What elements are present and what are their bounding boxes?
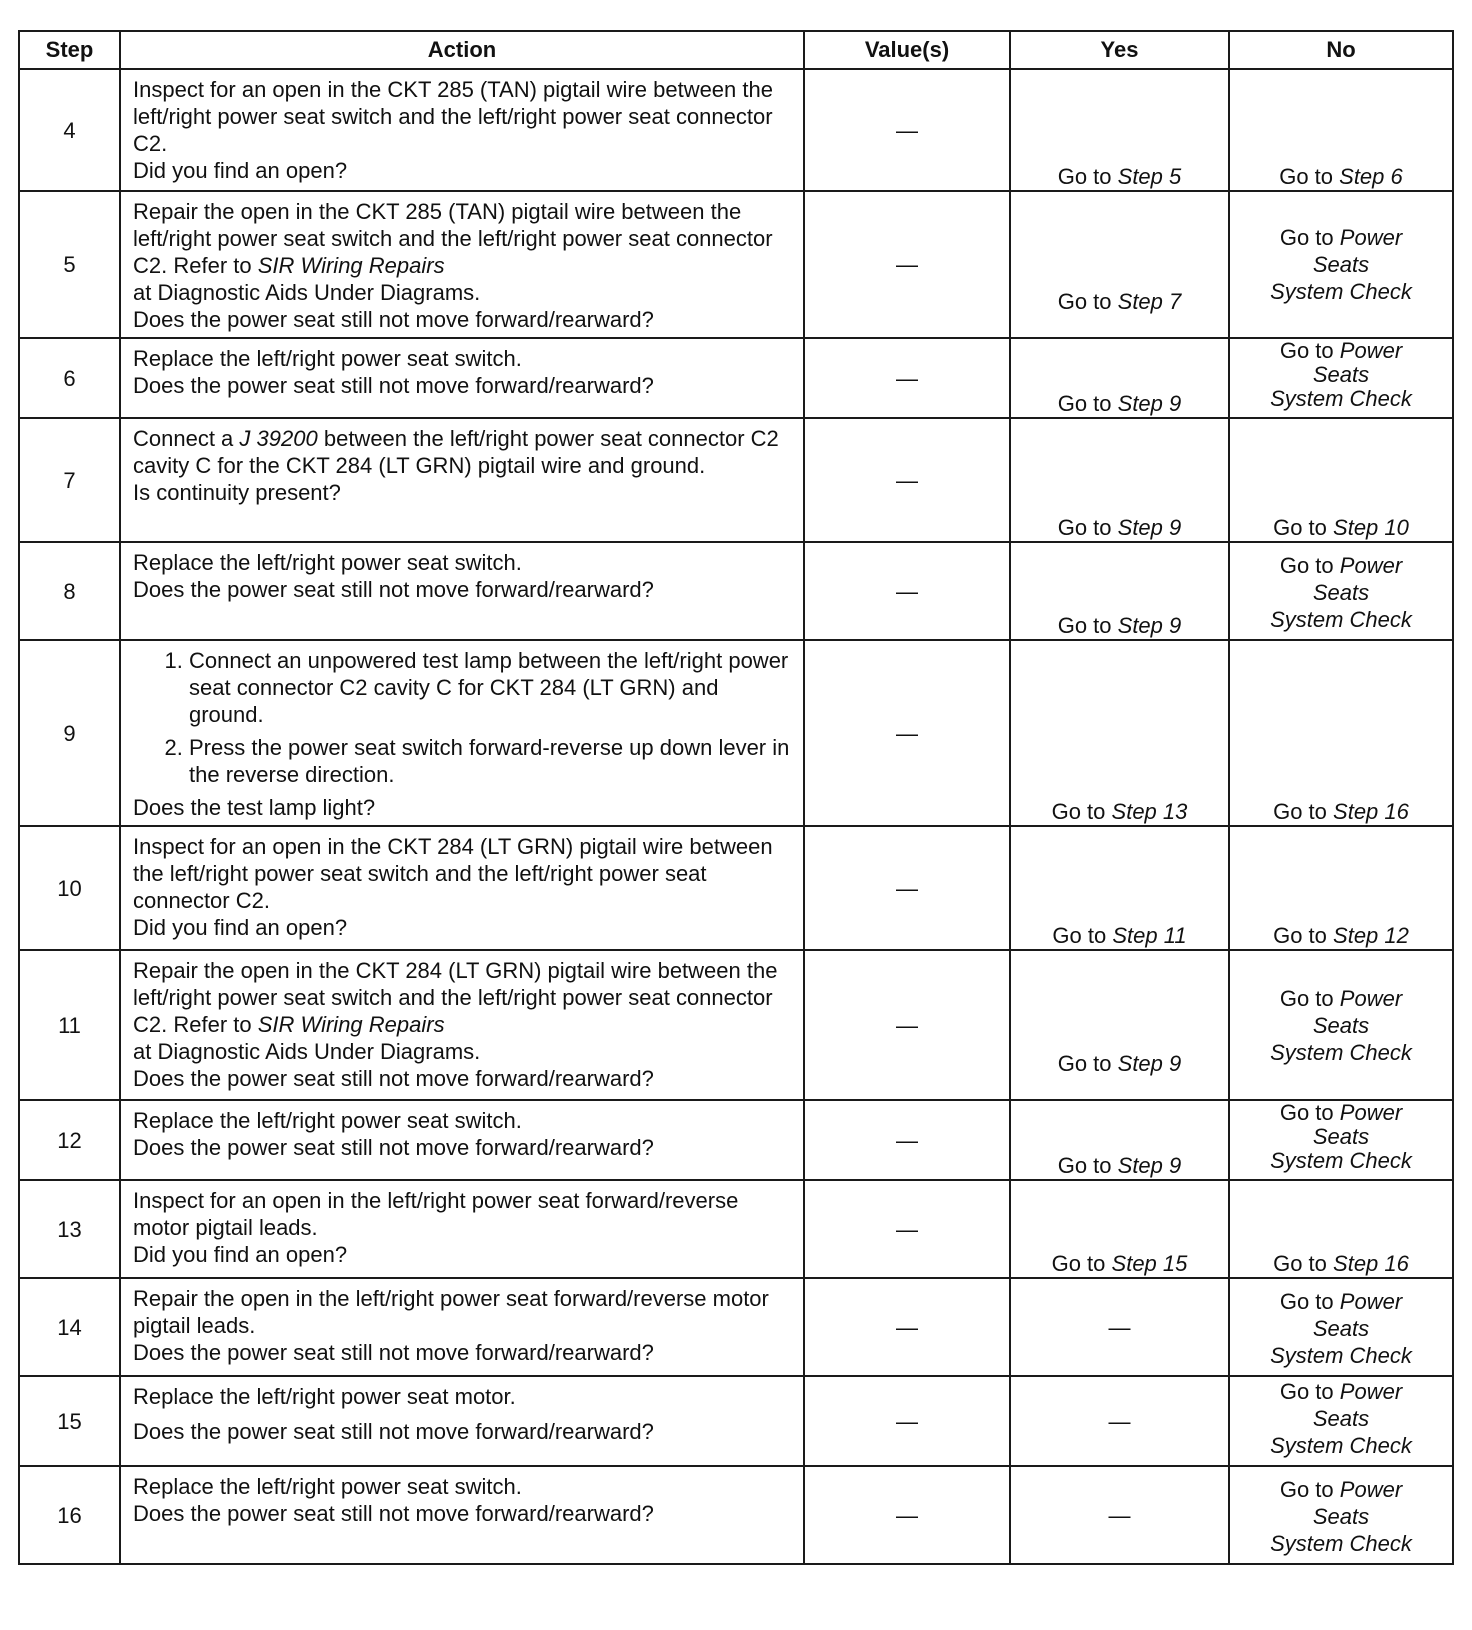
table-row: [19, 1180, 1453, 1278]
step-number: 14: [19, 1278, 120, 1376]
step-number: 4: [19, 69, 120, 191]
header-values: Value(s): [804, 31, 1010, 69]
action-text: Inspect for an open in the CKT 284 (LT GRN) pigtail wire between the left/right power seat switch and the left/right power seat connector C2.: [133, 834, 773, 913]
table-row: [19, 69, 1453, 191]
header-row: [19, 31, 1453, 69]
yes-cell: Go to Step 9: [1010, 1100, 1229, 1180]
table-row: [19, 338, 1453, 418]
yes-cell: —: [1010, 1466, 1229, 1564]
action-question: Does the power seat still not move forward/rearward?: [133, 307, 654, 332]
action-text: Replace the left/right power seat switch.: [133, 1108, 522, 1133]
action-question: Does the power seat still not move forward/rearward?: [133, 1135, 654, 1160]
header-action: Action: [120, 31, 804, 69]
tool-name: J 39200: [239, 426, 318, 451]
no-cell: Go to Step 6: [1229, 69, 1453, 191]
table-row: [19, 640, 1453, 826]
value-cell: —: [804, 418, 1010, 542]
step-number: 9: [19, 640, 120, 826]
step-number: 8: [19, 542, 120, 640]
action-text: Inspect for an open in the left/right power seat forward/reverse motor pigtail leads.: [133, 1188, 739, 1240]
action-question: Did you find an open?: [133, 915, 348, 940]
yes-cell: —: [1010, 1278, 1229, 1376]
step-number: 6: [19, 338, 120, 418]
action-question: Did you find an open?: [133, 158, 348, 183]
no-cell: Go to Power Seats System Check: [1229, 950, 1453, 1100]
table-row: [19, 1100, 1453, 1180]
yes-cell: Go to Step 11: [1010, 826, 1229, 950]
value-cell: —: [804, 338, 1010, 418]
step-number: 5: [19, 191, 120, 338]
no-cell: Go to Step 16: [1229, 1180, 1453, 1278]
step-number: 10: [19, 826, 120, 950]
action-question: Does the power seat still not move forward/rearward?: [133, 577, 654, 602]
action-steps: [133, 647, 793, 794]
yes-cell: Go to Step 9: [1010, 542, 1229, 640]
yes-cell: Go to Step 15: [1010, 1180, 1229, 1278]
action-text: Replace the left/right power seat motor.: [133, 1384, 516, 1409]
table-row: [19, 191, 1453, 338]
value-cell: —: [804, 1278, 1010, 1376]
value-cell: —: [804, 69, 1010, 191]
value-cell: —: [804, 1180, 1010, 1278]
value-cell: —: [804, 1100, 1010, 1180]
no-cell: Go to Power Seats System Check: [1229, 1278, 1453, 1376]
action-question: Does the power seat still not move forward/rearward?: [133, 1066, 654, 1091]
yes-cell: Go to Step 13: [1010, 640, 1229, 826]
action-question: Does the test lamp light?: [133, 795, 376, 820]
value-cell: —: [804, 826, 1010, 950]
action-text: Repair the open in the CKT 284 (LT GRN) pigtail wire between the left/right power seat switch and the left/right power seat connector C2. Refer to SIR Wiring Repairs at Diagnostic Aids Under Diagrams.: [133, 958, 778, 1064]
step-number: 12: [19, 1100, 120, 1180]
value-cell: —: [804, 1466, 1010, 1564]
action-question: Is continuity present?: [133, 480, 341, 505]
step-number: 13: [19, 1180, 120, 1278]
action-text: Replace the left/right power seat switch.: [133, 346, 522, 371]
table-row: [19, 1278, 1453, 1376]
header-yes: Yes: [1010, 31, 1229, 69]
action-text: Replace the left/right power seat switch.: [133, 1474, 522, 1499]
action-question: Does the power seat still not move forward/rearward?: [133, 1501, 654, 1526]
value-cell: —: [804, 542, 1010, 640]
refer-link: SIR Wiring Repairs: [257, 253, 445, 278]
no-cell: Go to Power Seats System Check: [1229, 1466, 1453, 1564]
no-cell: Go to Step 12: [1229, 826, 1453, 950]
refer-link: SIR Wiring Repairs: [257, 1012, 445, 1037]
header-no: No: [1229, 31, 1453, 69]
value-cell: —: [804, 1376, 1010, 1466]
no-cell: Go to Power Seats System Check: [1229, 191, 1453, 338]
value-cell: —: [804, 191, 1010, 338]
action-question: Does the power seat still not move forward/rearward?: [133, 1340, 654, 1365]
no-cell: Go to Power Seats System Check: [1229, 338, 1453, 418]
table-row: [19, 418, 1453, 542]
yes-cell: Go to Step 9: [1010, 418, 1229, 542]
yes-cell: Go to Step 9: [1010, 950, 1229, 1100]
no-cell: Go to Power Seats System Check: [1229, 1376, 1453, 1466]
yes-cell: —: [1010, 1376, 1229, 1466]
step-number: 7: [19, 418, 120, 542]
yes-cell: Go to Step 9: [1010, 338, 1229, 418]
no-cell: Go to Power Seats System Check: [1229, 1100, 1453, 1180]
table-row: [19, 826, 1453, 950]
list-item: 2. Press the power seat switch forward-reverse up down lever in the reverse direction.: [189, 734, 793, 788]
header-step: Step: [19, 31, 120, 69]
diagnostic-table: [18, 30, 1454, 1565]
action-question: Did you find an open?: [133, 1242, 348, 1267]
table-row: [19, 1466, 1453, 1564]
no-cell: Go to Step 16: [1229, 640, 1453, 826]
list-item: 1. Connect an unpowered test lamp between the left/right power seat connector C2 cavity C for CKT 284 (LT GRN) and ground.: [189, 647, 793, 728]
action-text: Inspect for an open in the CKT 285 (TAN) pigtail wire between the left/right power seat switch and the left/right power seat connector C2.: [133, 77, 773, 156]
action-question: Does the power seat still not move forward/rearward?: [133, 373, 654, 398]
yes-cell: Go to Step 7: [1010, 191, 1229, 338]
yes-cell: Go to Step 5: [1010, 69, 1229, 191]
action-question: Does the power seat still not move forward/rearward?: [133, 1419, 654, 1444]
value-cell: —: [804, 640, 1010, 826]
action-text: Replace the left/right power seat switch.: [133, 550, 522, 575]
table-row: [19, 1376, 1453, 1466]
table-row: [19, 950, 1453, 1100]
no-cell: Go to Step 10: [1229, 418, 1453, 542]
value-cell: —: [804, 950, 1010, 1100]
step-number: 15: [19, 1376, 120, 1466]
step-number: 16: [19, 1466, 120, 1564]
action-text: Connect a J 39200 between the left/right power seat connector C2 cavity C for the CKT 284 (LT GRN) pigtail wire and ground.: [133, 426, 779, 478]
no-cell: Go to Power Seats System Check: [1229, 542, 1453, 640]
action-text: Repair the open in the CKT 285 (TAN) pigtail wire between the left/right power seat switch and the left/right power seat connector C2. Refer to SIR Wiring Repairs at Diagnostic Aids Under Diagrams.: [133, 199, 773, 305]
action-text: Repair the open in the left/right power seat forward/reverse motor pigtail leads.: [133, 1286, 769, 1338]
step-number: 11: [19, 950, 120, 1100]
table-row: [19, 542, 1453, 640]
